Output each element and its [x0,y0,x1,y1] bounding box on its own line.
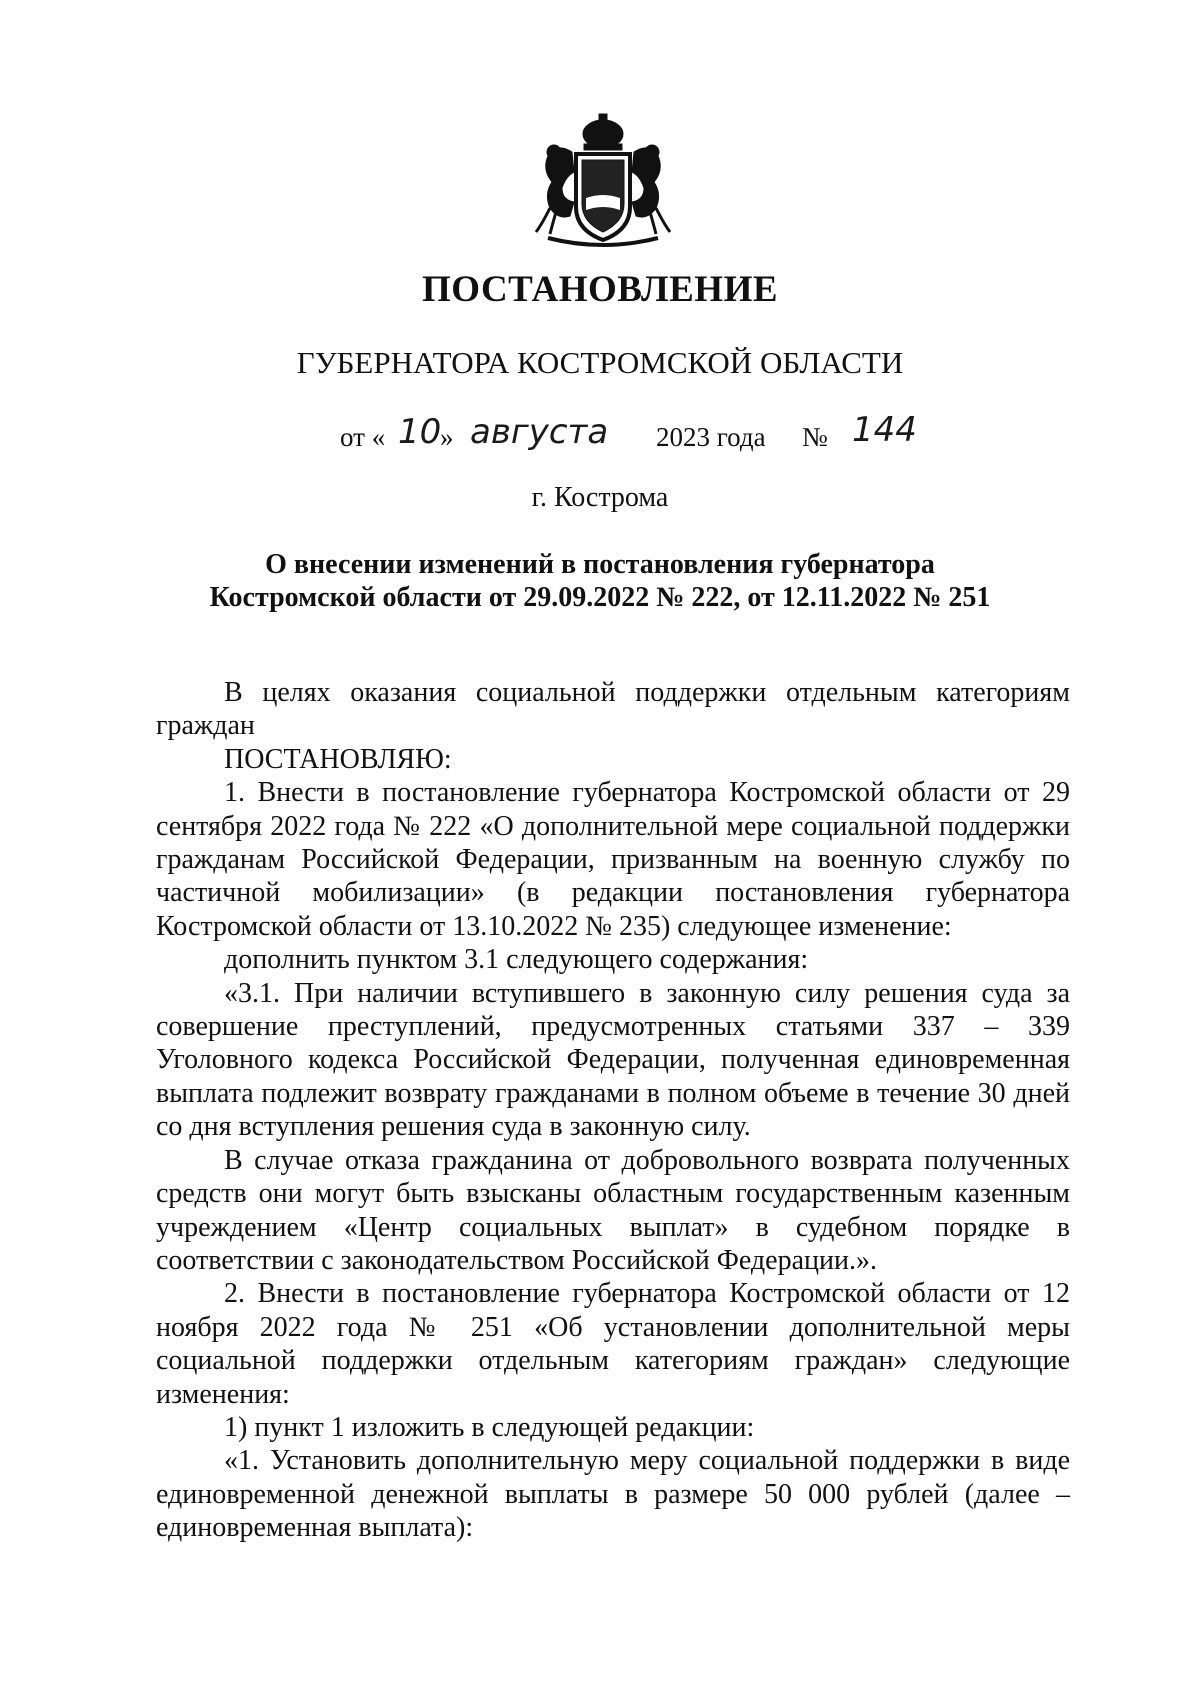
paragraph-refusal-case: В случае отказа гражданина от добровольного возврата полученных средств они могут быть взысканы областным государственным казенным учреждением «Центр социальных выплат» в судебном порядке в соответствии с законодательством Российской Федерации.». [156,1144,1070,1276]
paragraph-new-item-1: «1. Установить дополнительную меру социальной поддержки в виде единовременной денежной выплаты в размере 50 000 рублей (далее – единовременная выплата): [156,1445,1070,1544]
date-month-handwritten: августа [470,412,609,452]
paragraph-resolve: ПОСТАНОВЛЯЮ: [224,743,452,775]
document-body [156,676,1070,1545]
heading-line-1: О внесении изменений в постановления губернатора [265,549,935,580]
document-number-handwritten: 144 [852,410,917,450]
paragraph-preamble: В целях оказания социальной поддержки отдельным категориям граждан [156,677,1070,742]
heading-line-2: Костромской области от 29.09.2022 № 222, от 12.11.2022 № 251 [209,582,991,613]
date-year: 2023 года [656,422,766,452]
paragraph-item-2: 2. Внести в постановление губернатора Костромской области от 12 ноября 2022 года № 251 «Об установлении дополнительной меры социальной поддержки отдельным категориям граждан» следующие изменения: [156,1278,1070,1410]
paragraph-item-1-add: дополнить пунктом 3.1 следующего содержания: [224,944,809,976]
paragraph-item-1: 1. Внести в постановление губернатора Костромской области от 29 сентября 2022 года № 222 «О дополнительной мере социальной поддержки гражданам Российской Федерации, призванным на военную службу по частичной мобилизации» (в редакции постановления губернатора Костромской области от 13.10.2022 № 235) следующее изменение: [156,777,1070,942]
document-title: ПОСТАНОВЛЕНИЕ [421,269,779,310]
date-day-handwritten: 10 [398,412,442,452]
date-mid: » [440,422,454,452]
paragraph-subitem-1: 1) пункт 1 изложить в следующей редакции: [224,1411,755,1443]
document-subtitle: ГУБЕРНАТОРА КОСТРОМСКОЙ ОБЛАСТИ [296,345,904,380]
document-city: г. Кострома [531,482,669,513]
coat-of-arms-emblem [528,112,678,252]
date-prefix: от « [340,422,386,452]
date-line [340,410,960,470]
number-sign: № [802,422,828,452]
document-heading [150,548,1050,614]
paragraph-item-3-1: «3.1. При наличии вступившего в законную силу решения суда за совершение преступлений, предусмотренных статьями 337 – 339 Уголовного кодекса Российской Федерации, полученная единовременная выплата подлежит возврату гражданами в полном объеме в течение 30 дней со дня вступления решения суда в законную силу. [156,977,1070,1143]
